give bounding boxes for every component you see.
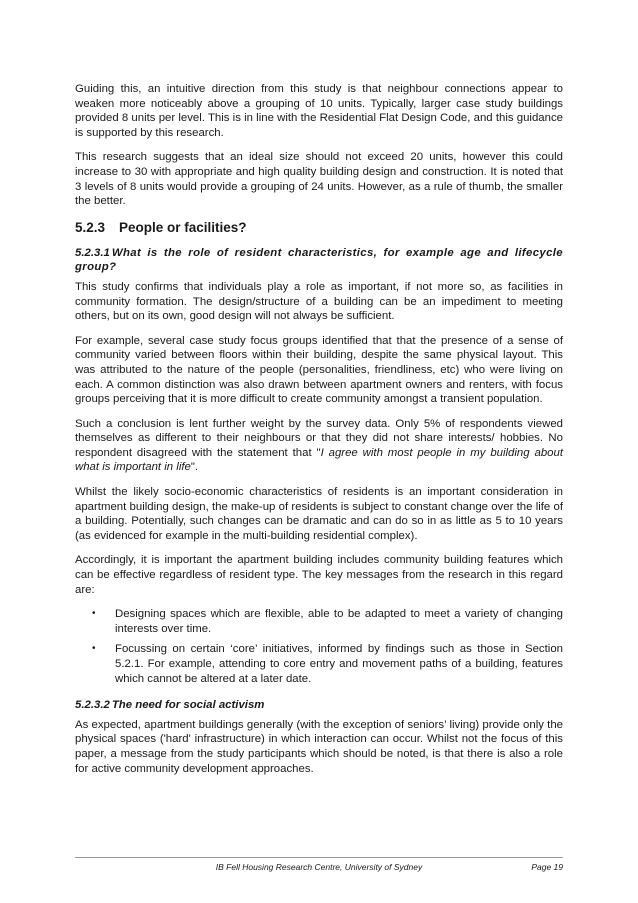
subsection-heading-resident-characteristics bbox=[75, 246, 563, 275]
bullet-icon: • bbox=[92, 608, 96, 620]
section-number: 5.2.3 bbox=[75, 219, 106, 235]
paragraph-ideal-size: This research suggests that an ideal size should not exceed 20 units, however this could increase to 30 with appropriate and high quality building design and construction. It is noted that 3 levels of 8 units would provide a grouping of 24 units. However, as a rule of thumb, the smaller the better. bbox=[75, 151, 563, 208]
survey-text: Such a conclusion is lent further weight by the survey data. Only 5% of respondents viewed themselves as different to their neighbours or that they did not share interests/ hobbies. No respondent disagreed with the statement that " bbox=[75, 417, 563, 459]
section-title: People or facilities? bbox=[119, 219, 247, 235]
list-item bbox=[75, 607, 563, 636]
paragraph-key-messages: Accordingly, it is important the apartment building includes community building features which can be effective regardless of resident type. The key messages from the research in this regard are: bbox=[75, 554, 563, 596]
subsection-title: What is the role of resident characteristics, for example age and lifecycle group? bbox=[75, 246, 563, 274]
subsection-number: 5.2.3.2 bbox=[75, 699, 110, 712]
paragraph-focus-groups: For example, several case study focus groups identified that that the presence of a sense of community varied between floors within their building, despite the same physical layout. This was attributed to the nature of the people (personalities, friendliness, etc) who were living on each. A common distinction was also drawn between apartment owners and renters, with focus groups perceiving that it is more difficult to create community amongst a transient population. bbox=[75, 334, 563, 406]
section-heading-people-or-facilities bbox=[75, 219, 563, 236]
footer-divider bbox=[75, 857, 563, 858]
footer-organisation: IB Fell Housing Research Centre, University of Sydney bbox=[215, 862, 423, 872]
list-item-text: Designing spaces which are flexible, able to be adapted to meet a variety of changing interests over time. bbox=[115, 608, 563, 635]
key-messages-list bbox=[75, 607, 563, 686]
subsection-heading-social-activism bbox=[75, 698, 563, 713]
subsection-number: 5.2.3.1 bbox=[75, 246, 110, 259]
paragraph-neighbour-connections: Guiding this, an intuitive direction from this study is that neighbour connections appear to weaken more noticeably above a grouping of 10 units. Typically, larger case study buildings provided 8 units per level. This is in line with the Residential Flat Design Code, and this guidance is supported by this research. bbox=[75, 83, 563, 139]
survey-quote: I agree with most people in my building about what is important in life bbox=[75, 446, 563, 474]
list-item bbox=[75, 642, 563, 686]
survey-text-end: ". bbox=[190, 461, 199, 474]
paragraph-survey-data bbox=[75, 417, 563, 475]
document-page bbox=[75, 82, 563, 786]
list-item-text: Focussing on certain ‘core’ initiatives, informed by findings such as those in Section 5.2.1. For example, attending to core entry and movement paths of a building, features which cannot be altered at a later date. bbox=[115, 643, 563, 685]
subsection-title: The need for social activism bbox=[111, 699, 265, 712]
page-number: Page 19 bbox=[531, 862, 563, 872]
bullet-icon: • bbox=[92, 643, 96, 655]
paragraph-social-activism: As expected, apartment buildings generally (with the exception of seniors’ living) provide only the physical spaces ('hard' infrastructure) in which interaction can occur. Whilst not the focus of this paper, a message from the study participants which should be noted, is that there is also a role for active community development approaches. bbox=[75, 718, 563, 775]
paragraph-socio-economic: Whilst the likely socio-economic characteristics of residents is an important consideration in apartment building design, the make-up of residents is subject to constant change over the life of a building. Potentially, such changes can be dramatic and can do so in as little as 5 to 10 years (as evidenced for example in the multi-building residential complex). bbox=[75, 486, 563, 542]
paragraph-individuals-role: This study confirms that individuals play a role as important, if not more so, as facilities in community formation. The design/structure of a building can be an impediment to meeting others, but on its own, good design will not always be sufficient. bbox=[75, 280, 563, 323]
